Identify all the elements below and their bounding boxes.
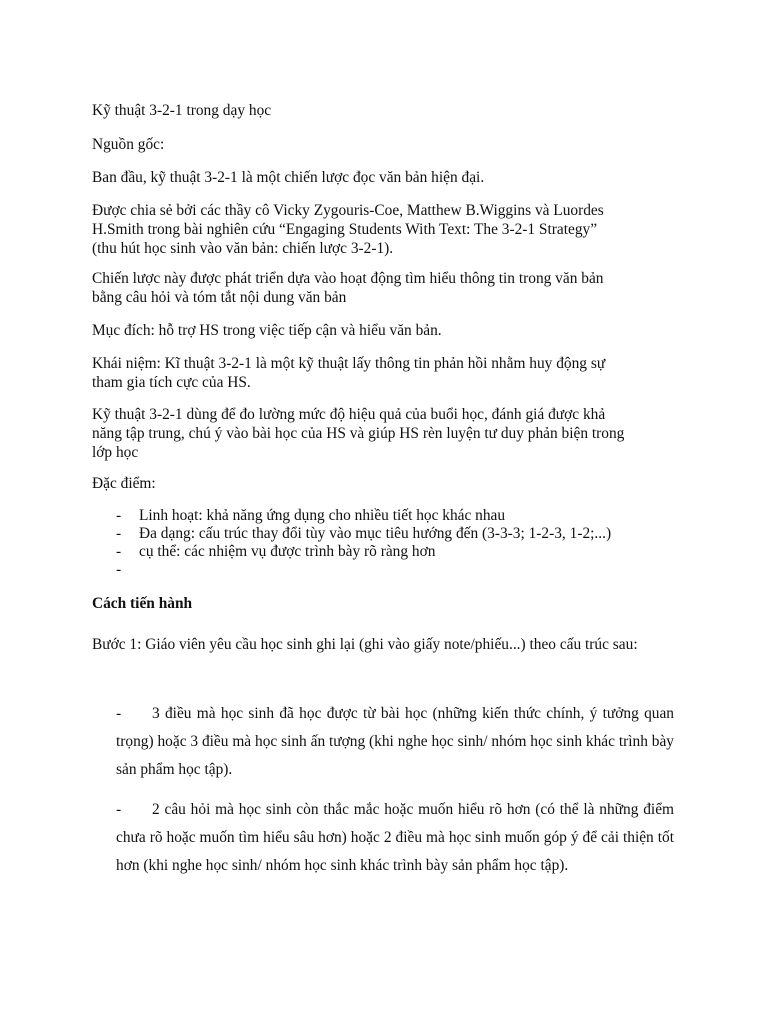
list-item <box>92 561 682 579</box>
bullet-dash: - <box>116 801 122 818</box>
strategy-line-2: bằng câu hỏi và tóm tắt nội dung văn bản <box>92 289 347 306</box>
usage-line-3: lớp học <box>92 444 139 461</box>
bullet-dash: - <box>116 705 122 722</box>
step-item-2 <box>116 796 674 880</box>
list-item <box>92 543 682 561</box>
bullet-dash: - <box>116 507 122 524</box>
shared-by-line-2: H.Smith trong bài nghiên cứu “Engaging Students With Text: The 3-2-1 Strategy” <box>92 221 598 238</box>
strategy-paragraph <box>92 269 682 307</box>
features-list <box>92 507 682 579</box>
concept-line-2: tham gia tích cực của HS. <box>92 374 251 391</box>
list-item <box>92 525 682 543</box>
bullet-dash: - <box>116 525 122 542</box>
step-item-text: 3 điều mà học sinh đã học được từ bài học (những kiến thức chính, ý tưởng quan trọng) hoặc 3 điều mà học sinh ấn tượng (khi nghe học sinh/ nhóm học sinh khác trình bày sản phẩm học tập). <box>116 705 674 778</box>
list-item-text: Đa dạng: cấu trúc thay đổi tùy vào mục tiêu hướng đến (3-3-3; 1-2-3, 1-2;...) <box>139 525 612 542</box>
list-item <box>92 507 682 525</box>
bullet-dash: - <box>116 561 122 578</box>
strategy-line-1: Chiến lược này được phát triển dựa vào hoạt động tìm hiểu thông tin trong văn bản <box>92 270 604 287</box>
purpose-paragraph: Mục đích: hỗ trợ HS trong việc tiếp cận và hiểu văn bản. <box>92 322 442 339</box>
shared-by-paragraph <box>92 201 682 258</box>
procedure-heading: Cách tiến hành <box>92 595 193 612</box>
list-item-text: cụ thể: các nhiệm vụ được trình bày rõ ràng hơn <box>139 543 436 560</box>
usage-line-1: Kỹ thuật 3-2-1 dùng để đo lường mức độ hiệu quả của buổi học, đánh giá được khả <box>92 406 606 423</box>
document-title: Kỹ thuật 3-2-1 trong dạy học <box>92 102 272 119</box>
list-item-text: Linh hoạt: khả năng ứng dụng cho nhiều tiết học khác nhau <box>139 507 506 524</box>
shared-by-line-1: Được chia sẻ bởi các thầy cô Vicky Zygouris-Coe, Matthew B.Wiggins và Luordes <box>92 202 604 219</box>
step-item-text: 2 câu hỏi mà học sinh còn thắc mắc hoặc muốn hiểu rõ hơn (có thể là những điểm chưa rõ hoặc muốn tìm hiểu sâu hơn) hoặc 2 điều mà học sinh muốn góp ý để cải thiện tốt hơn (khi nghe học sinh/ nhóm học sinh khác trình bày sản phẩm học tập). <box>116 801 674 874</box>
origin-label: Nguồn gốc: <box>92 136 165 153</box>
usage-paragraph <box>92 405 682 462</box>
origin-text: Ban đầu, kỹ thuật 3-2-1 là một chiến lược đọc văn bản hiện đại. <box>92 169 485 186</box>
features-label: Đặc điểm: <box>92 475 156 492</box>
shared-by-line-3: (thu hút học sinh vào văn bản: chiến lược 3-2-1). <box>92 240 394 257</box>
step-1-paragraph: Bước 1: Giáo viên yêu cầu học sinh ghi lại (ghi vào giấy note/phiếu...) theo cấu trúc sau: <box>92 636 638 653</box>
concept-line-1: Khái niệm: Kĩ thuật 3-2-1 là một kỹ thuật lấy thông tin phản hồi nhằm huy động sự <box>92 355 606 372</box>
concept-paragraph <box>92 354 682 392</box>
step-item-1 <box>116 700 674 784</box>
usage-line-2: năng tập trung, chú ý vào bài học của HS và giúp HS rèn luyện tư duy phản biện trong <box>92 425 625 442</box>
bullet-dash: - <box>116 543 122 560</box>
